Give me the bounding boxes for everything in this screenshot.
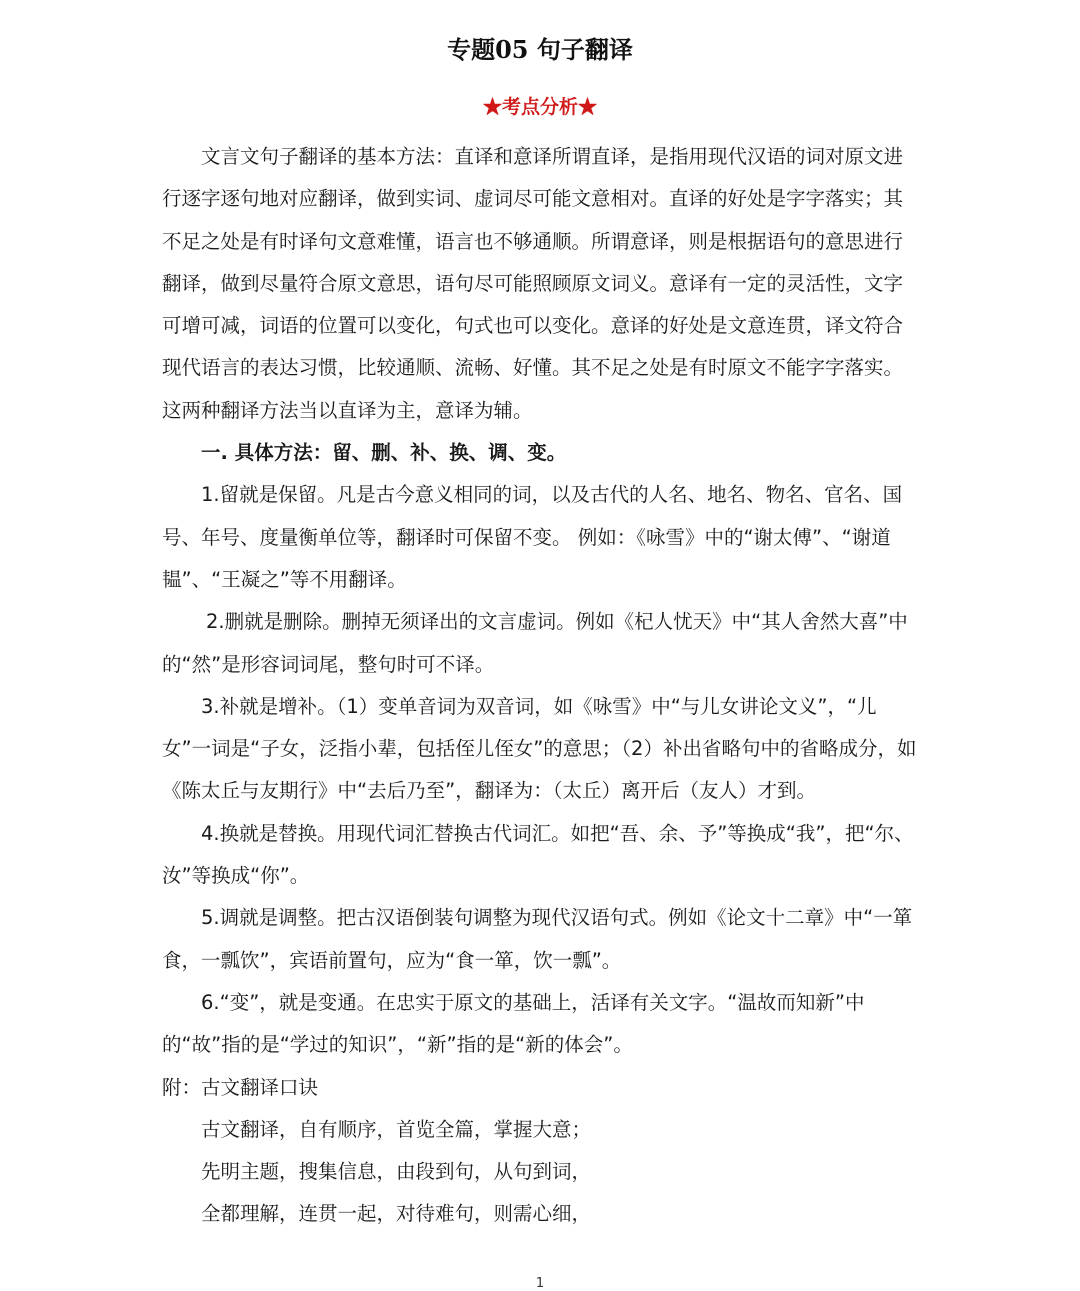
document-body xyxy=(162,136,922,1236)
methods-heading: 一. 具体方法：留、删、补、换、调、变。 xyxy=(201,441,567,465)
method-supplement: 3.补就是增补。（1）变单音词为双音词，如《咏雪》中“与儿女讲论文义”，“儿女”一词是“子女，泛指小辈，包括侄儿侄女”的意思；（2）补出省略句中的省略成分，如《陈太丘与友期行》中“去后乃至”，翻译为：（太丘）离开后（友人）才到。 xyxy=(162,694,917,803)
intro-paragraph: 文言文句子翻译的基本方法：直译和意译所谓直译，是指用现代汉语的词对原文进行逐字逐句地对应翻译，做到实词、虚词尽可能文意相对。直译的好处是字字落实；其不足之处是有时译句文意难懂，语言也不够通顺。所谓意译，则是根据语句的意思进行翻译，做到尽量符合原文意思，语句尽可能照顾原文词义。意译有一定的灵活性，文字可增可减，词语的位置可以变化，句式也可以变化。意译的好处是文意连贯，译文符合现代语言的表达习惯，比较通顺、流畅、好懂。其不足之处是有时原文不能字字落实。这两种翻译方法当以直译为主，意译为辅。 xyxy=(162,145,904,422)
method-adapt: 6.“变”，就是变通。在忠实于原文的基础上，活译有关文字。“温故而知新”中的“故”指的是“学过的知识”，“新”指的是“新的体会”。 xyxy=(162,990,865,1057)
method-adjust: 5.调就是调整。把古汉语倒装句调整为现代汉语句式。例如《论文十二章》中“一箪食，一瓢饮”，宾语前置句，应为“食一箪，饮一瓢”。 xyxy=(162,906,913,972)
document-title: 专题05 句子翻译 xyxy=(447,35,633,64)
method-replace: 4.换就是替换。用现代词汇替换古代词汇。如把“吾、余、予”等换成“我”，把“尔、汝”等换成“你”。 xyxy=(162,821,914,888)
appendix-label: 附：古文翻译口诀 xyxy=(162,1075,319,1099)
verse-line-3: 全都理解，连贯一起，对待难句，则需心细， xyxy=(201,1202,592,1226)
section-subtitle: ★考点分析★ xyxy=(482,96,597,118)
page-number: 1 xyxy=(535,1276,545,1291)
method-retain: 1.留就是保留。凡是古今意义相同的词，以及古代的人名、地名、物名、官名、国号、年号、度量衡单位等，翻译时可保留不变。 例如：《咏雪》中的“谢太傅”、“谢道韫”、“王凝之”等不用翻译。 xyxy=(162,483,903,591)
verse-line-1: 古文翻译，自有顺序，首览全篇，掌握大意； xyxy=(201,1117,592,1141)
verse-line-2: 先明主题，搜集信息，由段到句，从句到词， xyxy=(201,1160,592,1184)
method-delete: 2.删就是删除。删掉无须译出的文言虚词。例如《杞人忧天》中“其人舍然大喜”中的“然”是形容词词尾，整句时可不译。 xyxy=(162,610,908,676)
